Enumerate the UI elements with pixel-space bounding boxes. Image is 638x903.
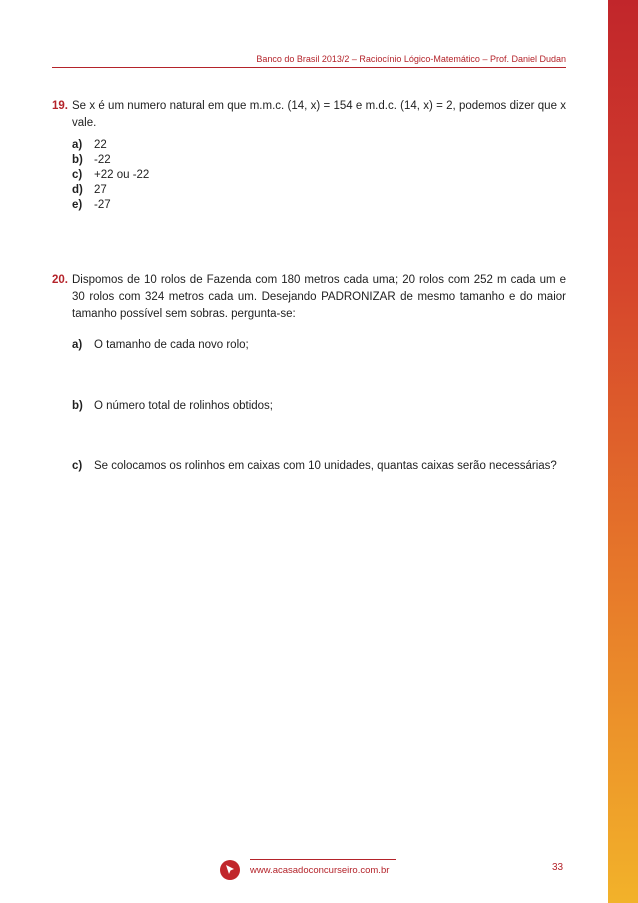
cursor-arrow-icon xyxy=(220,860,240,880)
question-number: 19. xyxy=(52,100,68,112)
option-letter: b) xyxy=(72,154,83,166)
subquestion-text: O tamanho de cada novo rolo; xyxy=(94,339,249,351)
option-text: -27 xyxy=(94,199,111,211)
option-text: -22 xyxy=(94,154,111,166)
option-a xyxy=(72,138,566,153)
subquestion-a xyxy=(72,338,249,353)
question-19 xyxy=(52,98,566,213)
option-letter: b) xyxy=(72,400,83,412)
option-c xyxy=(72,168,566,183)
question-number: 20. xyxy=(52,274,68,286)
subquestion-c xyxy=(72,459,557,474)
option-text: 22 xyxy=(94,139,107,151)
option-e xyxy=(72,198,566,213)
options-list xyxy=(72,138,566,213)
subquestion-b xyxy=(72,399,273,414)
subquestion-text: O número total de rolinhos obtidos; xyxy=(94,400,273,412)
option-d xyxy=(72,183,566,198)
page-number: 33 xyxy=(552,862,564,873)
option-b xyxy=(72,153,566,168)
option-text: +22 ou -22 xyxy=(94,169,150,181)
option-letter: a) xyxy=(72,139,83,151)
footer-rule xyxy=(250,859,396,860)
option-letter: d) xyxy=(72,184,83,196)
question-text: Dispomos de 10 rolos de Fazenda com 180 metros cada uma; 20 rolos com 252 m cada um e 30 rolos com 324 metros cada um. Desejando PADRONIZAR de mesmo tamanho e do maior tamanho possível sem sobras. pergunta-se: xyxy=(72,274,566,320)
side-color-bar xyxy=(608,0,638,903)
option-text: 27 xyxy=(94,184,107,196)
footer-url[interactable]: www.acasadoconcurseiro.com.br xyxy=(250,865,390,876)
page-header: Banco do Brasil 2013/2 – Raciocínio Lógico-Matemático – Prof. Daniel Dudan xyxy=(256,54,566,64)
option-letter: c) xyxy=(72,169,83,181)
option-letter: c) xyxy=(72,460,83,472)
question-20 xyxy=(52,272,566,323)
header-rule xyxy=(52,67,566,68)
option-letter: e) xyxy=(72,199,83,211)
subquestion-text: Se colocamos os rolinhos em caixas com 10 unidades, quantas caixas serão necessárias? xyxy=(94,460,557,472)
question-text: Se x é um numero natural em que m.m.c. (14, x) = 154 e m.d.c. (14, x) = 2, podemos dizer que x vale. xyxy=(72,100,566,129)
option-letter: a) xyxy=(72,339,83,351)
